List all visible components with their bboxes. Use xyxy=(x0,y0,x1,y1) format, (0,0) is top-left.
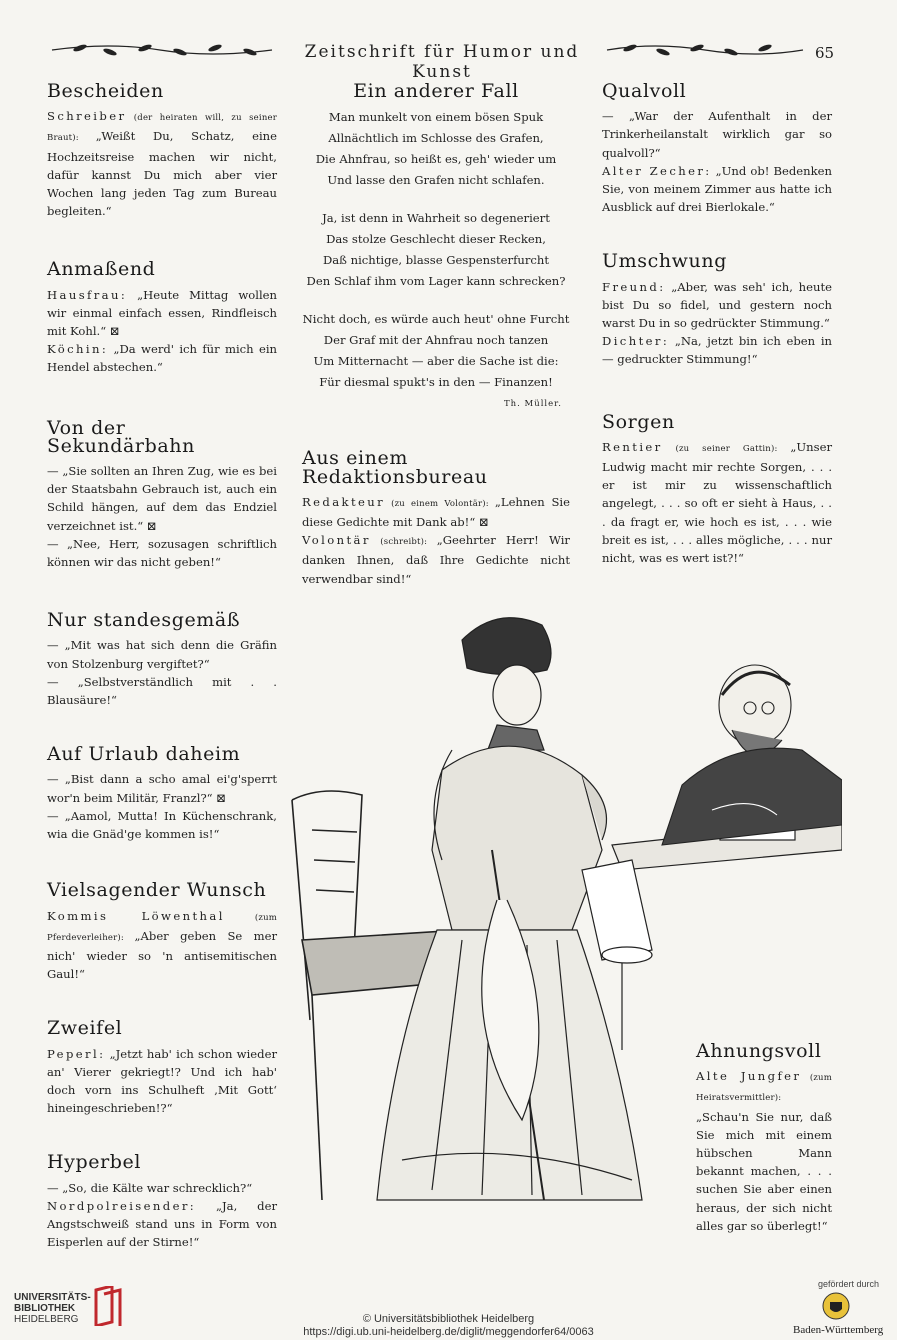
article-title: Von der Sekundärbahn xyxy=(47,416,195,457)
article xyxy=(47,1019,277,1117)
article xyxy=(602,82,832,216)
article-paragraph xyxy=(47,535,277,571)
speaker: Redakteur xyxy=(302,494,386,509)
article-paragraph xyxy=(47,1197,277,1252)
source-url[interactable]: https://digi.ub.uni-heidelberg.de/diglit/meggendorfer64/0063 xyxy=(303,1326,594,1338)
header-ornament-left xyxy=(50,40,275,60)
article xyxy=(47,260,277,376)
speaker: Alter Zecher: xyxy=(602,163,712,178)
dialogue: — „Aamol, Mutta! In Küchenschrank, wia die Gnäd'ge kommen is!“ xyxy=(47,808,277,842)
running-title: Zeitschrift für Humor und Kunst xyxy=(304,42,580,82)
library-line-1: UNIVERSITÄTS- xyxy=(14,1292,91,1303)
library-line-2: BIBLIOTHEK xyxy=(14,1303,76,1314)
speaker: Nordpolreisender: xyxy=(47,1198,197,1213)
article-paragraph xyxy=(47,1179,277,1197)
dialogue: „Lehnen Sie diese Gedichte mit Dank ab!“ ⊠ xyxy=(302,494,570,530)
poem-title: Ein anderer Fall xyxy=(353,80,519,102)
article xyxy=(47,1153,277,1251)
dialogue: „Und ob! Bedenken Sie, von meinem Zimmer aus hatte ich Ausblick auf drei Bierlokale.“ xyxy=(602,163,832,215)
stage-direction: (der heiraten will, zu seiner Braut): xyxy=(47,113,277,144)
speaker: Peperl: xyxy=(47,1046,106,1061)
dialogue: „Da werd' ich für mich ein Hendel abstechen.“ xyxy=(47,342,277,375)
poem-line: Daß nichtige, blasse Gespensterfurcht xyxy=(322,253,550,268)
stage-direction: (zu einem Volontär): xyxy=(385,498,495,509)
article-title: Aus einem Redaktionsbureau xyxy=(302,447,488,488)
speaker: Freund: xyxy=(602,279,666,294)
speaker: Dichter: xyxy=(602,334,670,349)
article-title: Qualvoll xyxy=(602,80,687,102)
article xyxy=(47,611,277,709)
dialogue: „Weißt Du, Schatz, eine Hochzeitsreise machen wir nicht, dafür kannst Du mich aber vier Wochen lang jeden Tag zum Bureau begleiten.“ xyxy=(47,129,277,219)
dialogue: „Schau'n Sie nur, daß Sie mich mit einem hübschen Mann bekannt machen, . . . suchen Sie aber einen heraus, der sich nicht alles gar so überlegt!“ xyxy=(696,1109,832,1233)
dialogue: — „War der Aufenthalt in der Trinkerheilanstalt wirklich gar so qualvoll?“ xyxy=(602,109,832,160)
article-paragraph xyxy=(47,673,277,709)
article-paragraph xyxy=(302,531,570,588)
poem-line: Um Mitternacht — aber die Sache ist die: xyxy=(313,354,559,369)
dialogue: „Na, jetzt bin ich eben in — gedruckter Stimmung!“ xyxy=(602,334,832,367)
poem-stanzas xyxy=(302,107,570,393)
poem-line: Nicht doch, es würde auch heut' ohne Furcht xyxy=(302,312,570,327)
baden-wuerttemberg-crest-icon xyxy=(822,1292,850,1320)
stage-direction: (zum Pferdeverleiher): xyxy=(47,912,277,943)
article-paragraph xyxy=(47,770,277,806)
article-title: Vielsagender Wunsch xyxy=(47,879,267,902)
article xyxy=(47,416,277,572)
poem-line: Den Schlaf ihm vom Lager kann schrecken? xyxy=(306,274,566,289)
article-paragraph xyxy=(47,807,277,843)
dialogue: — „Selbstverständlich mit . . Blausäure!“ xyxy=(47,674,277,708)
article-paragraph xyxy=(47,286,277,341)
middle-column xyxy=(302,82,570,588)
dialogue: „Ja, der Angstschweiß stand uns in Form von Eisperlen auf der Stirne!“ xyxy=(47,1198,277,1250)
poem-line: Man munkelt von einem bösen Spuk xyxy=(328,110,544,125)
poem-author: Th. Müller. xyxy=(503,399,562,410)
dialogue: „Unser Ludwig macht mir rechte Sorgen, . . . er ist mir zu wissenschaftlich angelegt, . . . so oft er sieht à Haus, . . . da fragt er, wie hoch es ist, . . . wie breit es ist, . . . alles mögliche, . . . nur nicht, was es wert ist?!“ xyxy=(602,439,832,566)
poem-line: Ja, ist denn in Wahrheit so degeneriert xyxy=(322,211,550,226)
article-title: Hyperbel xyxy=(47,1151,142,1174)
article-paragraph xyxy=(47,340,277,376)
library-line-3: HEIDELBERG xyxy=(14,1314,79,1325)
poem-line: Allnächtlich im Schlosse des Grafen, xyxy=(328,131,544,146)
stage-direction: (schreibt): xyxy=(370,537,437,548)
article-title: Bescheiden xyxy=(47,80,164,102)
dialogue: — „Sie sollten an Ihren Zug, wie es bei der Staatsbahn Gebrauch ist, auch ein Schild hängen, auf dem das Endziel verzeichnet ist.“ ⊠ xyxy=(47,464,277,533)
article-paragraph xyxy=(602,332,832,368)
article-title: Umschwung xyxy=(602,250,727,273)
header-ornament-right xyxy=(605,40,805,60)
article-paragraph xyxy=(47,107,277,220)
article-paragraph xyxy=(696,1067,832,1235)
poem-line: Das stolze Geschlecht dieser Recken, xyxy=(326,232,546,247)
dialogue: — „So, die Kälte war schrecklich?“ xyxy=(47,1180,253,1195)
article-title: Sorgen xyxy=(602,410,675,433)
article xyxy=(47,745,277,843)
right-column xyxy=(602,82,832,567)
speaker: Hausfrau: xyxy=(47,287,128,302)
speaker: Volontär xyxy=(302,533,371,548)
poem-line: Die Ahnfrau, so heißt es, geh' wieder um xyxy=(315,152,557,167)
poem-line: Für diesmal spukt's in den — Finanzen! xyxy=(319,375,553,390)
article-title: Ahnungsvoll xyxy=(696,1040,822,1062)
article xyxy=(47,881,277,983)
dialogue: „Jetzt hab' ich schon wieder an' Vierer gekriegt!? Und ich hab' doch vorn ins Schulheft ‚Mit Gott‘ hineingeschrieben!?“ xyxy=(47,1046,277,1116)
dialogue: — „Nee, Herr, sozusagen schriftlich können wir das nicht geben!“ xyxy=(47,536,277,570)
left-column xyxy=(47,82,277,1251)
article-paragraph xyxy=(47,636,277,672)
article-paragraph xyxy=(602,438,832,567)
article-paragraph xyxy=(602,278,832,333)
redaktion-piece xyxy=(302,449,570,587)
speaker: Kommis Löwenthal xyxy=(47,908,225,923)
article-paragraph xyxy=(47,907,277,984)
article-title: Zweifel xyxy=(47,1017,123,1040)
article-paragraph xyxy=(302,493,570,531)
speaker: Rentier xyxy=(602,439,663,454)
dialogue: — „Bist dann a scho amal ei'g'sperrt wor'n beim Militär, Franzl?“ ⊠ xyxy=(47,772,277,805)
article-title: Anmaßend xyxy=(47,258,156,281)
stage-direction: (zu seiner Gattin): xyxy=(662,443,791,454)
article xyxy=(47,82,277,220)
dialogue: „Heute Mittag wollen wir einmal einfach essen, Rindfleisch mit Kohl.“ ⊠ xyxy=(47,287,277,339)
speaker: Köchin: xyxy=(47,342,109,357)
article-title: Nur standesgemäß xyxy=(47,609,241,632)
dialogue: — „Mit was hat sich denn die Gräfin von Stolzenburg vergiftet?“ xyxy=(47,638,277,671)
article xyxy=(602,252,832,368)
article-paragraph xyxy=(602,107,832,162)
article-paragraph xyxy=(602,162,832,217)
poem-line: Und lasse den Grafen nicht schlafen. xyxy=(327,173,545,188)
article-paragraph xyxy=(47,462,277,535)
speaker: Schreiber xyxy=(47,109,127,124)
sponsor-label: gefördert durch xyxy=(818,1279,880,1289)
article xyxy=(602,410,832,568)
sponsor-name: Baden-Württemberg xyxy=(793,1324,884,1336)
page-number: 65 xyxy=(815,44,835,62)
article-paragraph xyxy=(47,1045,277,1118)
dialogue: „Aber, was seh' ich, heute bist Du so fidel, und gestern noch warst Du in so gedrückter Stimmung.“ xyxy=(602,279,832,331)
speaker: Alte Jungfer xyxy=(696,1069,802,1084)
dialogue: „Aber geben Se mer nich' wieder so 'n antisemitischen Gaul!“ xyxy=(47,928,278,982)
article-title: Auf Urlaub daheim xyxy=(47,743,241,766)
stage-direction: (zum Heiratsvermittler): xyxy=(696,1073,832,1104)
bottom-right-column xyxy=(696,1042,832,1235)
copyright-text: © Universitätsbibliothek Heidelberg xyxy=(362,1313,535,1325)
poem-line: Der Graf mit der Ahnfrau noch tanzen xyxy=(323,333,549,348)
dialogue: „Geehrter Herr! Wir danken Ihnen, daß Ihre Gedichte nicht verwendbar sind!“ xyxy=(302,533,570,586)
